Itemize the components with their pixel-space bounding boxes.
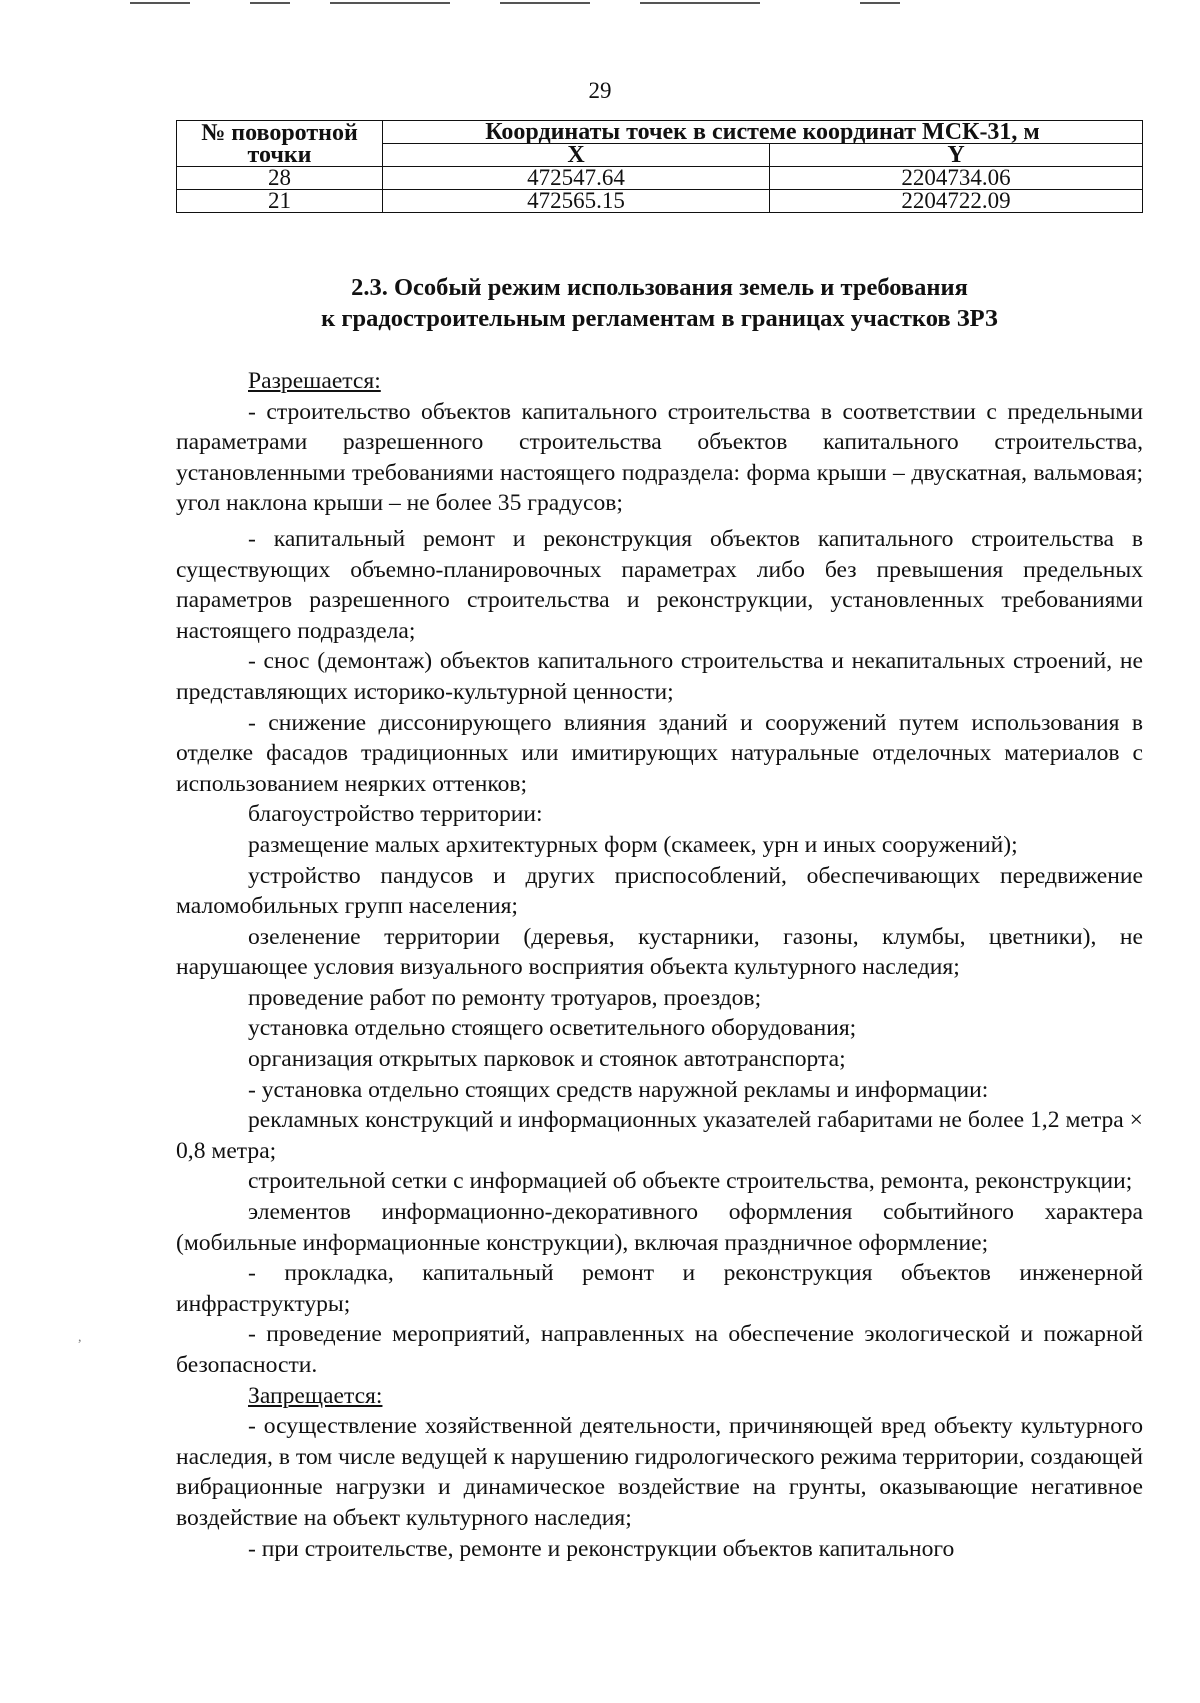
allowed-item: - строительство объектов капитального строительства в соответствии с предельными параметрами разрешенного строительства объектов капитального строительства, установленными требованиями настоящего подраздела: форма крыши – двускатная, вальмовая; угол наклона крыши – не более 35 градусов; — [176, 398, 1143, 517]
table-header-row — [177, 121, 1143, 144]
table-row — [177, 167, 1143, 190]
prohibited-label: Запрещается: — [248, 1382, 383, 1409]
cell-x: 472547.64 — [383, 167, 770, 190]
allowed-item: установка отдельно стоящего осветительного оборудования; — [248, 1015, 857, 1042]
allowed-item: рекламных конструкций и информационных указателей габаритами не более 1,2 метра × 0,8 метра; — [176, 1107, 1143, 1164]
allowed-item: - проведение мероприятий, направленных на обеспечение экологической и пожарной безопасности. — [176, 1321, 1143, 1378]
allowed-item: элементов информационно-декоративного оформления событийного характера (мобильные информационные конструкции), включая праздничное оформление; — [176, 1199, 1143, 1256]
page-number: 29 — [588, 78, 612, 103]
allowed-item: организация открытых парковок и стоянок автотранспорта; — [248, 1046, 846, 1073]
regulations-body — [176, 366, 1143, 1564]
section-heading — [176, 272, 1143, 334]
cell-x: 472565.15 — [383, 190, 770, 213]
allowed-item: - снижение диссонирующего влияния зданий и сооружений путем использования в отделке фасадов традиционных или имитирующих натуральные отделочных материалов с использованием неярких оттенков; — [176, 709, 1143, 797]
allowed-item: озеленение территории (деревья, кустарники, газоны, клумбы, цветники), не нарушающее условия визуального восприятия объекта культурного наследия; — [176, 923, 1143, 981]
table-row — [177, 190, 1143, 213]
cell-y: 2204734.06 — [770, 167, 1143, 190]
allowed-item: - прокладка, капитальный ремонт и реконструкция объектов инженерной инфраструктуры; — [176, 1260, 1143, 1317]
header-x: X — [383, 144, 770, 167]
coordinates-table — [176, 120, 1143, 213]
prohibited-item: - при строительстве, ремонте и реконструкции объектов капитального — [248, 1535, 955, 1562]
allowed-item: - снос (демонтаж) объектов капитального строительства и некапитальных строений, не представляющих историко-культурной ценности; — [176, 648, 1143, 705]
scan-top-edge-marks — [0, 0, 1200, 6]
section-heading-line-2: к градостроительным регламентам в границах участков ЗРЗ — [321, 305, 998, 332]
cell-y: 2204722.09 — [770, 190, 1143, 213]
header-point-number: № поворотной точки — [177, 121, 383, 167]
scan-margin-mark: , — [78, 1330, 82, 1345]
allowed-item: размещение малых архитектурных форм (скамеек, урн и иных сооружений); — [248, 831, 1018, 858]
allowed-item: устройство пандусов и других приспособлений, обеспечивающих передвижение маломобильных групп населения; — [176, 862, 1143, 920]
allowed-item: - капитальный ремонт и реконструкция объектов капитального строительства в существующих объемно-планировочных параметрах либо без превышения предельных параметров разрешенного строительства и реконструкции, установленных требованиями настоящего подраздела; — [176, 525, 1143, 644]
header-coordinates: Координаты точек в системе координат МСК-31, м — [383, 121, 1143, 144]
allowed-item: проведение работ по ремонту тротуаров, проездов; — [248, 984, 762, 1011]
cell-point: 28 — [177, 167, 383, 190]
allowed-item: благоустройство территории: — [248, 801, 543, 828]
allowed-item: строительной сетки с информацией об объекте строительства, ремонта, реконструкции; — [248, 1168, 1133, 1195]
header-y: Y — [770, 144, 1143, 167]
allowed-item: - установка отдельно стоящих средств наружной рекламы и информации: — [248, 1076, 989, 1103]
allowed-label: Разрешается: — [248, 368, 381, 394]
cell-point: 21 — [177, 190, 383, 213]
prohibited-item: - осуществление хозяйственной деятельности, причиняющей вред объекту культурного наследия, в том числе ведущей к нарушению гидрологического режима территории, создающей вибрационные нагрузки и динамическое воздействие на грунты, оказывающие негативное воздействие на объект культурного наследия; — [176, 1413, 1143, 1531]
section-heading-line-1: 2.3. Особый режим использования земель и требования — [351, 274, 968, 301]
